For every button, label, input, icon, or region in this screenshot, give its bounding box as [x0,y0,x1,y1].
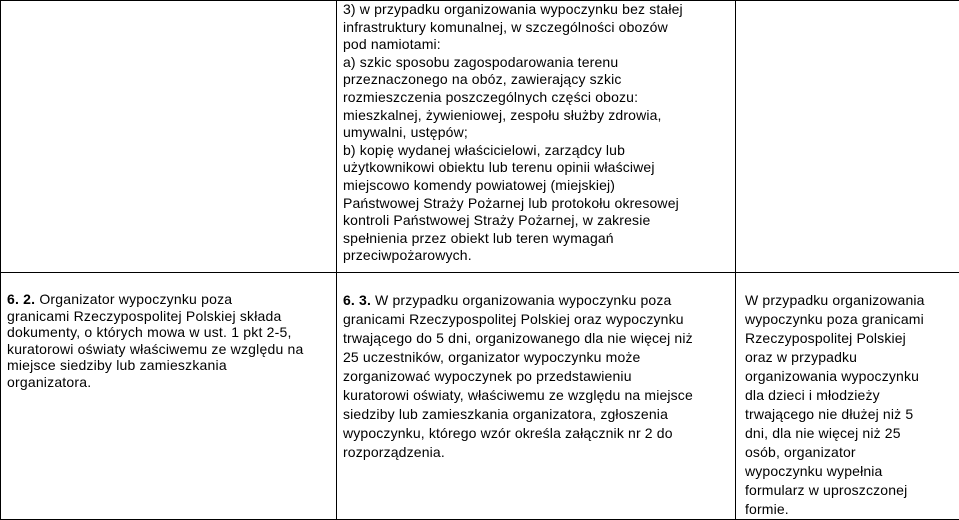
text-line: siedziby lub zamieszkania organizatora, zgłoszenia [343,405,729,424]
section-number: 6. 3. [343,292,371,308]
text-line: granicami Rzeczypospolitej Polskiej składa [7,308,330,325]
text-line: kontroli Państwowej Straży Pożarnej, w zakresie [343,212,729,230]
text-line: trwającego nie dłużej niż 5 [745,405,953,424]
text-line: spełnienia przez obiekt lub teren wymagań [343,230,729,248]
text-line: użytkownikowi obiektu lub terenu opinii właściwej [343,159,729,177]
text-line: wypoczynku poza granicami [745,310,953,329]
text-line: 25 uczestników, organizator wypoczynku może [343,348,729,367]
text-line: trwającego do 5 dni, organizowanego dla nie więcej niż [343,329,729,348]
text-line: oraz w przypadku [745,348,953,367]
paragraph-first-line [7,291,330,308]
row2-col1-cell [1,273,337,520]
text-line: Rzeczypospolitej Polskiej [745,329,953,348]
text-line: wypoczynku wypełnia [745,462,953,481]
text-line: infrastruktury komunalnej, w szczególności obozów [343,19,729,37]
text-line: organizowania wypoczynku [745,367,953,386]
text-line: rozporządzenia. [343,443,729,462]
text-line: W przypadku organizowania [745,291,953,310]
text-line: 3) w przypadku organizowania wypoczynku bez stałej [343,1,729,19]
text-line: zorganizować wypoczynek po przedstawieniu [343,367,729,386]
text-line: przeznaczonego na obóz, zawierający szkic [343,71,729,89]
row1-col2-cell [337,1,736,273]
row2-col2-cell [337,273,736,520]
row1-col3-cell [736,1,959,273]
text-line: wypoczynku, którego wzór określa załącznik nr 2 do [343,424,729,443]
text-line: umywalni, ustępów; [343,124,729,142]
paragraph-first-line [343,291,729,310]
text-line: kuratorowi oświaty, właściwemu ze względu na miejsce [343,386,729,405]
text-line: Państwowej Straży Pożarnej lub protokołu okresowej [343,195,729,213]
text-line: granicami Rzeczypospolitej Polskiej oraz wypoczynku [343,310,729,329]
text-line: organizatora. [7,374,330,391]
text-line: miejscowo komendy powiatowej (miejskiej) [343,177,729,195]
table-row-2 [1,273,959,520]
text-line: rozmieszczenia poszczególnych części obozu: [343,89,729,107]
text-line: dokumenty, o których mowa w ust. 1 pkt 2-5, [7,324,330,341]
text-line: osób, organizator [745,443,953,462]
text-line: przeciwpożarowych. [343,247,729,265]
text-line: kuratorowi oświaty właściwemu ze względu na [7,341,330,358]
text-line: dla dzieci i młodzieży [745,386,953,405]
text-line: dni, dla nie więcej niż 25 [745,424,953,443]
text-line: miejsce siedziby lub zamieszkania [7,357,330,374]
text-line: pod namiotami: [343,36,729,54]
text-line: formularz w uproszczonej [745,481,953,500]
text-line: mieszkalnej, żywieniowej, zespołu służby zdrowia, [343,107,729,125]
section-number: 6. 2. [7,291,35,307]
row2-col3-cell [736,273,959,520]
text-line: Organizator wypoczynku poza [35,291,232,307]
table-row-1 [1,1,959,273]
text-line: formie. [745,500,953,519]
row1-col1-cell [1,1,337,273]
text-line: a) szkic sposobu zagospodarowania terenu [343,54,729,72]
text-line: W przypadku organizowania wypoczynku poza [371,292,671,308]
text-line: b) kopię wydanej właścicielowi, zarządcy lub [343,142,729,160]
